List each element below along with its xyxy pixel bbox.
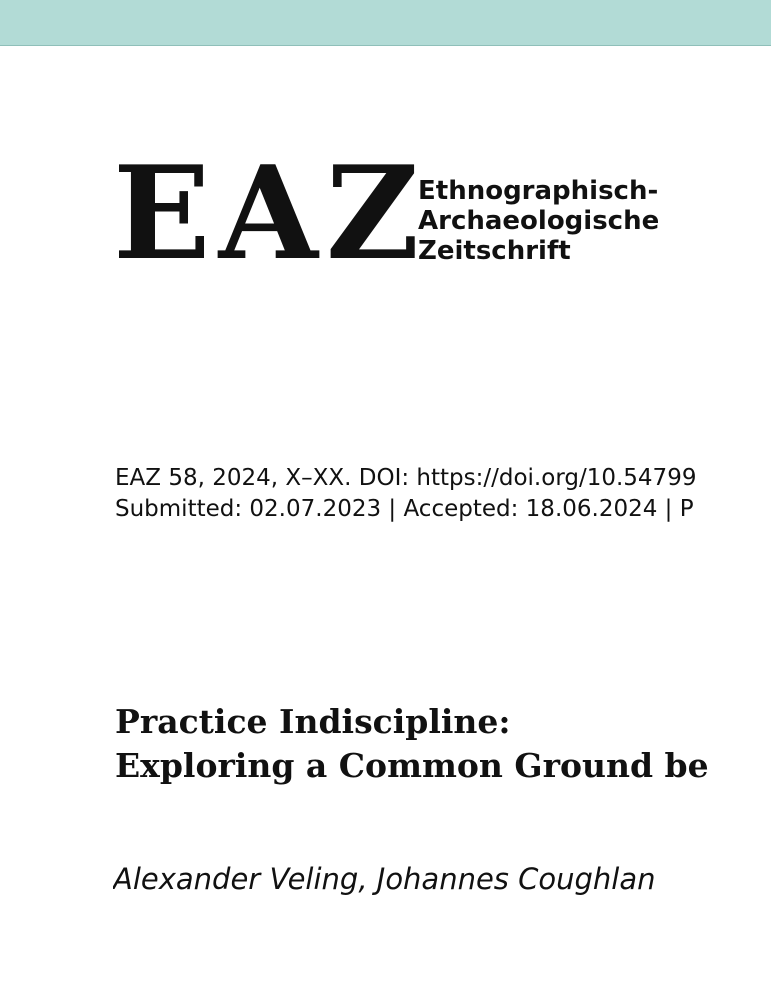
- top-color-band: [0, 0, 771, 46]
- dates-line: Submitted: 02.07.2023 | Accepted: 18.06.2024 | P: [115, 496, 694, 522]
- journal-name: [418, 176, 718, 266]
- title-line: Practice Indiscipline:: [115, 702, 511, 741]
- citation-line: EAZ 58, 2024, X–XX. DOI: https://doi.org/10.54799: [115, 465, 697, 491]
- article-authors: Alexander Veling, Johannes Coughlan: [113, 862, 656, 896]
- article-metadata: [115, 463, 771, 525]
- journal-name-line: Archaeologische: [418, 206, 660, 236]
- journal-name-line: Ethnographisch-: [418, 176, 659, 206]
- title-line: Exploring a Common Ground be: [115, 746, 709, 785]
- article-title: [115, 700, 771, 788]
- journal-name-line: Zeitschrift: [418, 236, 571, 266]
- logo-mark: EAZ: [113, 139, 428, 289]
